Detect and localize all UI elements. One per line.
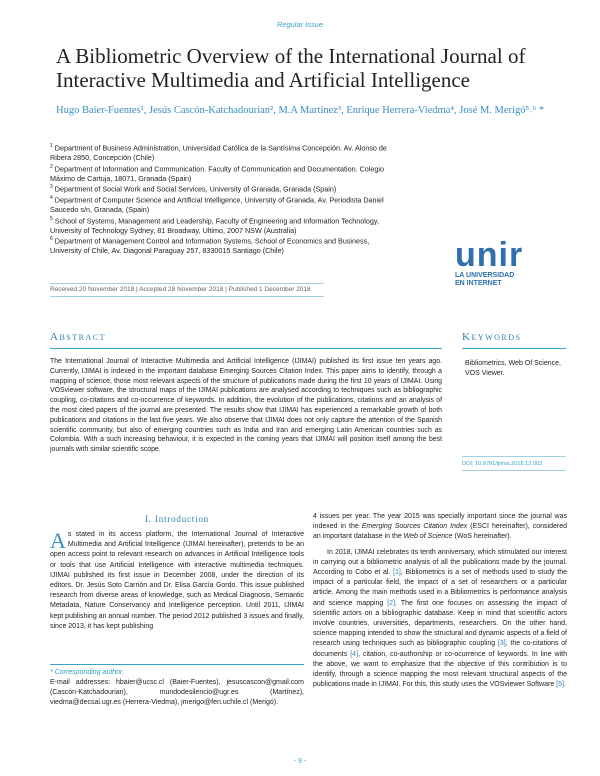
affiliation-6: $^6$ Department of Management Control and Information Systems, School of Economics and Business, University of Chile, Av. Diagonal Paraguay 257, 8330015 Santiago (Chile) bbox=[50, 236, 370, 256]
citation-link[interactable]: [5] bbox=[556, 681, 564, 689]
intro-left-column bbox=[50, 530, 304, 637]
intro-paragraph-3: In 2018, IJIMAI celebrates its tenth anniversary, which stimulated our interest in carrying out a bibliometric analysis of all the publications made by the journal. According to Cobo et al. [1], Bibliometrics is a set of methods used to study the impact of a particular field, the impact of a set of researchers or a particular article. Among the main methods used in a Bibliometrics is performance analysis and science mapping [2]. The first one focuses on assessing the impact of scientific actors on a bibliographic database. Keep in mind that scientific actors involve countries, universities, departments, researchers. On the other hand, science mapping intended to show the structural and dynamic aspects of a field of research using techniques such as bibliographic coupling [3], the co-citations of documents [4], citation, co-authorship or co-ocurrence of keywords. In line with the above, we want to emphasize that the objective of this contribution is to identify, through a science mapping the most relevant structural aspects of the publications made in IJIMAI. For this, this study uses the VOSviewer Software [5]. bbox=[313, 548, 568, 689]
logo-tagline-1: LA UNIVERSIDAD bbox=[455, 272, 515, 279]
drop-cap: A bbox=[50, 528, 66, 553]
corresponding-label: * Corresponding author. bbox=[50, 669, 125, 676]
divider bbox=[50, 296, 324, 297]
affiliation-2: $^2$ Department of Information and Communication. Faculty of Communication and Documentation. Colegio Máximo de Cartuja, 18071, Granada (Spain) bbox=[50, 163, 384, 183]
affiliation-4: $^4$ Department of Computer Science and Artificial Intelligence, University of Granada, Av. Periodista Daniel Saucedo s/n, Granada, (Spain) bbox=[50, 195, 384, 215]
abstract-text: The International Journal of Interactive Multimedia and Artificial Intelligence (IJIMAI) published its first issue ten years ago. Currently, IJIMAI is indexed in the important database Emerging Sources Citation Index. This paper aims to identify, through a mapping of science, those most relevant aspects of the structure of publications made during the first 10 years of IJIMAI. Using VOSviewer software, the structural maps of the IJIMAI publications are analysed according to techniques such as bibliographic coupling, co-citations and co-occurrence of keywords. In addition, the evolution of the publications, citations and an analysis of the most cited papers of the journal are presented. The results show that IJIMAI has experienced a remarkable growth of both publications and citations in the last five years. We also observe that IJIMAI does not only capture the attention of the Spanish scientific community, but also of emerging countries such as India and Iran and emerging Latin American countries such as Colombia. With a such increasing behaviour, it is expected in the coming years that IJIMAI will position itself among the best journals with similar scientific scope. bbox=[50, 358, 442, 454]
unir-logo bbox=[455, 238, 565, 288]
corresponding-author bbox=[50, 668, 304, 708]
divider bbox=[462, 470, 566, 471]
citation-link[interactable]: [1] bbox=[393, 569, 401, 577]
corresponding-emails: E-mail addresses: hbaier@ucsc.cl (Baier-Fuentes), jesuscascon@gmail.com (Cascón-Katchadourian), mundodesilencio@ugr.es (Martínez), viedma@decsai.ugr.es (Herrera-Viedma), jmerigo@fen.uchile.cl (Merigó). bbox=[50, 679, 304, 706]
citation-link[interactable]: [4] bbox=[350, 650, 359, 658]
intro-right-column bbox=[313, 512, 567, 695]
keywords-rule bbox=[462, 348, 566, 349]
intro-paragraph-2: 4 issues per year. The year 2015 was specially important since the journal was indexed in the Emerging Sources Citation Index (ESCI hereinafter), considered an important database in the Web of Science (WoS hereinafter). bbox=[313, 513, 567, 541]
affiliation-1: $^1$ Department of Business Administration, Universidad Católica de la Santísima Concepción. Av. Alonso de Ribera 2850, Concepción (Chile) bbox=[50, 143, 387, 162]
issue-label: Regular Issue bbox=[276, 20, 324, 29]
introduction-heading: I. Introduction bbox=[145, 514, 209, 524]
affiliation-3: $^3$ Department of Social Work and Social Services, University of Granada, Granada (Spain) bbox=[50, 184, 337, 194]
footnote-rule bbox=[50, 664, 304, 665]
page-number: - 9 - bbox=[293, 758, 307, 765]
intro-paragraph-1: As stated in its access platform, the International Journal of Interactive Multimedia and Artificial Intelligence (IJIMAI hereinafter), pretends to be an open access point to relevant research on advances in Artificial Intelligence tools or tools that use Artificial Intelligence with interactive multimedia techniques. IJIMAI published its first issue in December 2008, under the direction of its editors, Dr. Jesús Soto Carrión and Dr. Elisa García Gordo. This issue published research from diverse areas of knowledge, such as Medical Diagnosis, Semantic Metadata, Nature Conservancy and Intelligence perception. Until 2011, IJIMAI kept publishing an annual number. The period 2012 published 3 issues and finally, since 2013, it has kept publishing bbox=[50, 528, 304, 630]
divider bbox=[462, 456, 566, 457]
author-list: Hugo Baier-Fuentes¹, Jesús Cascón-Katchadourian², M.A Martínez³, Enrique Herrera-Viedma⁴, José M. Merigó⁵˒⁶ * bbox=[56, 105, 545, 116]
logo-wordmark: unir bbox=[455, 236, 524, 274]
logo-tagline-2: EN INTERNET bbox=[455, 280, 502, 287]
abstract-heading: Abstract bbox=[50, 331, 106, 343]
received-dates: Received 20 November 2018 | Accepted 28 November 2018 | Published 1 December 2018 bbox=[50, 286, 311, 293]
paper-title: A Bibliometric Overview of the International Journal of Interactive Multimedia and Artificial Intelligence bbox=[56, 44, 526, 92]
doi-link[interactable]: DOI: 10.9781/ijimai.2018.12.003 bbox=[462, 461, 543, 467]
keywords-text: Bibliometrics, Web Of Science, VOS Viewer. bbox=[465, 360, 561, 377]
affiliation-5: $^5$ School of Systems, Management and Leadership, Faculty of Engineering and Information Technology, University of Technology Sydney, 81 Broadway, Ultimo, 2007 NSW (Australia) bbox=[50, 215, 379, 235]
citation-link[interactable]: [2] bbox=[387, 599, 396, 607]
affiliations bbox=[50, 142, 398, 256]
abstract-rule bbox=[50, 348, 442, 349]
keywords-heading: Keywords bbox=[462, 331, 522, 343]
divider bbox=[50, 283, 324, 284]
citation-link[interactable]: [3] bbox=[497, 640, 506, 648]
